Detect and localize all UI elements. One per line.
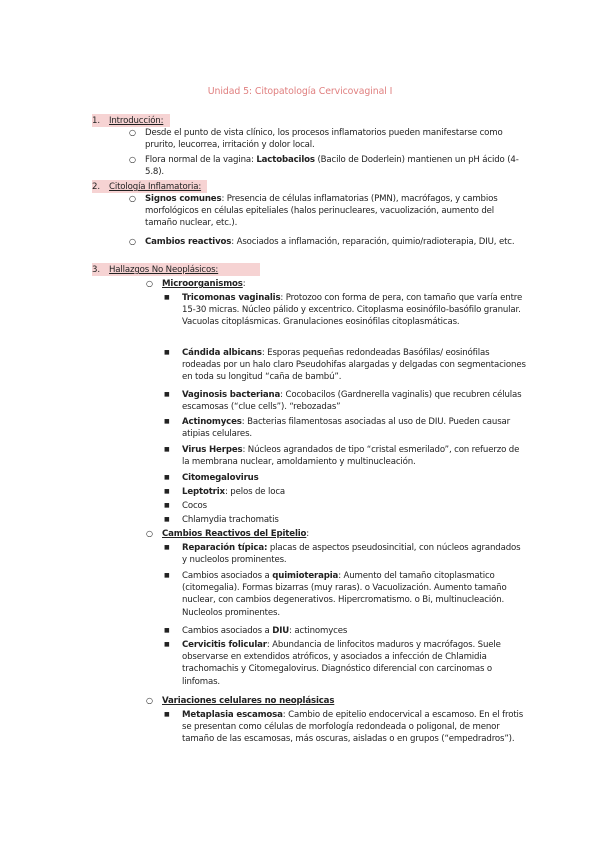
- section-label: Hallazgos No Neoplásicos:: [109, 265, 219, 275]
- bullet-icon: ■: [164, 391, 170, 398]
- item-text: : Aumento del tamaño citoplasmatico (citomegalia). Formas bizarras (muy raras). o Vacuolización. Aumento tamaño nuclear, con cambios degenerativos. Hipercromatismo. o Bi, multinucleación. Nucleolos prominentes.: [182, 571, 507, 618]
- bullet-icon: ■: [164, 544, 170, 551]
- item-text: : Cambio de epitelio endocervical a escamoso. En el frotis se presentan como células de morfología redondeada o poligonal, de menor tamaño de las escamosas, más oscuras, aisladas o en grupos (“empedradros”).: [182, 710, 524, 745]
- item-term: Metaplasia escamosa: [182, 710, 283, 720]
- item-term: Vaginosis bacteriana: [182, 390, 281, 400]
- bullet-icon: ■: [164, 516, 170, 523]
- bullet-icon: ■: [164, 711, 170, 718]
- bullet-icon: ■: [164, 418, 170, 425]
- bullet-icon: ■: [164, 474, 170, 481]
- item-text: : Bacterias filamentosas asociadas al uso de DIU. Pueden causar atipias celulares.: [182, 417, 511, 440]
- bullet-icon: ■: [164, 627, 170, 634]
- bullet-icon: ○: [129, 194, 136, 203]
- bullet-icon: ■: [164, 572, 170, 579]
- item-text: Cambios asociados a: [182, 571, 273, 581]
- item-term: Citomegalovirus: [182, 473, 259, 483]
- list-item: [164, 514, 527, 526]
- bullet-icon: ○: [129, 128, 136, 137]
- bullet-icon: ○: [146, 696, 153, 705]
- item-text: : Esporas pequeñas redondeadas Basófilas/ eosinófilas rodeadas por un halo claro Pseudohifas alargadas y delgadas con segmentaciones en toda su longitud “caña de bambú”.: [182, 348, 526, 383]
- bullet-icon: ○: [146, 279, 153, 288]
- item-term: Reparación típica:: [182, 543, 268, 553]
- item-term: Tricomonas vaginalis: [182, 293, 281, 303]
- item-term: Actinomyces: [182, 417, 242, 427]
- subsection-variaciones: [146, 695, 532, 707]
- bullet-icon: ■: [164, 641, 170, 648]
- item-text: Cocos: [182, 501, 207, 511]
- bullet-icon: ■: [164, 294, 170, 301]
- list-item: [164, 500, 527, 512]
- bullet-icon: ○: [129, 237, 136, 246]
- list-item: [164, 570, 527, 619]
- bullet-icon: ■: [164, 502, 170, 509]
- item-term: Signos comunes: [145, 194, 222, 204]
- item-term: DIU: [272, 626, 290, 636]
- subsection-title: Cambios Reactivos del Epitelio: [162, 529, 307, 539]
- section-number: 1.: [92, 116, 100, 126]
- list-item: [129, 193, 525, 230]
- list-item: [164, 639, 527, 688]
- item-text: : Cocobacilos (Gardnerella vaginalis) que recubren células escamosas (“clue cells”). “rebozadas”: [182, 390, 522, 413]
- item-term: Cervicitis folicular: [182, 640, 267, 650]
- bullet-icon: ○: [146, 529, 153, 538]
- subsection-microorganismos: [146, 278, 532, 290]
- item-term: quimioterapia: [272, 571, 339, 581]
- subsection-title: Variaciones celulares no neoplásicas: [162, 696, 335, 706]
- bullet-icon: ■: [164, 446, 170, 453]
- list-item: [164, 416, 527, 440]
- section-label: Introducción:: [109, 116, 164, 126]
- subsection-title: Microorganismos: [162, 279, 243, 289]
- section-number: 3.: [92, 265, 100, 275]
- bullet-icon: ■: [164, 488, 170, 495]
- page-title: Unidad 5: Citopatología Cervicovaginal I: [207, 86, 393, 97]
- item-text: : Asociados a inflamación, reparación, quimio/radioterapia, DIU, etc.: [231, 237, 515, 247]
- subsection-cambios-reactivos: [146, 528, 532, 540]
- item-text: : Núcleos agrandados de tipo “cristal esmerilado”, con refuerzo de la membrana nuclear, amoldamiento y multinucleación.: [182, 445, 520, 468]
- list-item: [164, 444, 527, 468]
- list-item: [164, 347, 527, 384]
- list-item: [164, 389, 527, 413]
- list-item: [164, 472, 527, 484]
- subsection-suffix: :: [242, 279, 246, 289]
- item-text: Chlamydia trachomatis: [182, 515, 279, 525]
- bullet-icon: ○: [129, 155, 136, 164]
- item-text: : actinomyces: [289, 626, 348, 636]
- list-item: [129, 127, 525, 151]
- list-item: [164, 625, 527, 637]
- item-text: : Abundancia de linfocitos maduros y macrófagos. Suele observarse en extendidos atróficos, y asociados a infección de Chlamidia trachomachis y Citomegalovirus. Diagnóstico diferencial con carcinomas o linfomas.: [182, 640, 501, 687]
- subsection-suffix: :: [306, 529, 310, 539]
- section-number: 2.: [92, 182, 100, 192]
- list-item: [164, 486, 527, 498]
- list-item: [164, 709, 527, 746]
- item-term: Leptotrix: [182, 487, 225, 497]
- item-text: : Protozoo con forma de pera, con tamaño que varía entre 15-30 micras. Núcleo pálido y excentrico. Citoplasma eosinófilo-basófilo granular. Vacuolas citoplásmicas. Granulaciones eosinófilas citoplasmáticas.: [182, 293, 523, 328]
- item-text: Cambios asociados a: [182, 626, 273, 636]
- item-text: Flora normal de la vagina:: [145, 155, 257, 165]
- section-label: Citología Inflamatoria:: [109, 182, 202, 192]
- item-term: Lactobacilos: [256, 155, 315, 165]
- list-item: [129, 154, 525, 178]
- item-term: Virus Herpes: [182, 445, 243, 455]
- item-term: Cándida albicans: [182, 348, 262, 358]
- item-text: : pelos de loca: [224, 487, 286, 497]
- bullet-icon: ■: [164, 349, 170, 356]
- item-text: placas de aspectos pseudosincitial, con núcleos agrandados y nucleolos prominentes.: [182, 543, 521, 566]
- list-item: [129, 236, 525, 248]
- item-term: Cambios reactivos: [145, 237, 232, 247]
- item-text: : Presencia de células inflamatorias (PMN), macrófagos, y cambios morfológicos en células epiteliales (halos perinucleares, vacuolización, aumento del tamaño nuclear, etc.).: [145, 194, 498, 229]
- list-item: [164, 292, 527, 329]
- list-item: [164, 542, 527, 566]
- item-text: Desde el punto de vista clínico, los procesos inflamatorios pueden manifestarse como prurito, leucorrea, irritación y dolor local.: [145, 128, 503, 151]
- item-text: (Bacilo de Doderlein) mantienen un pH ácido (4-5.8).: [145, 155, 519, 178]
